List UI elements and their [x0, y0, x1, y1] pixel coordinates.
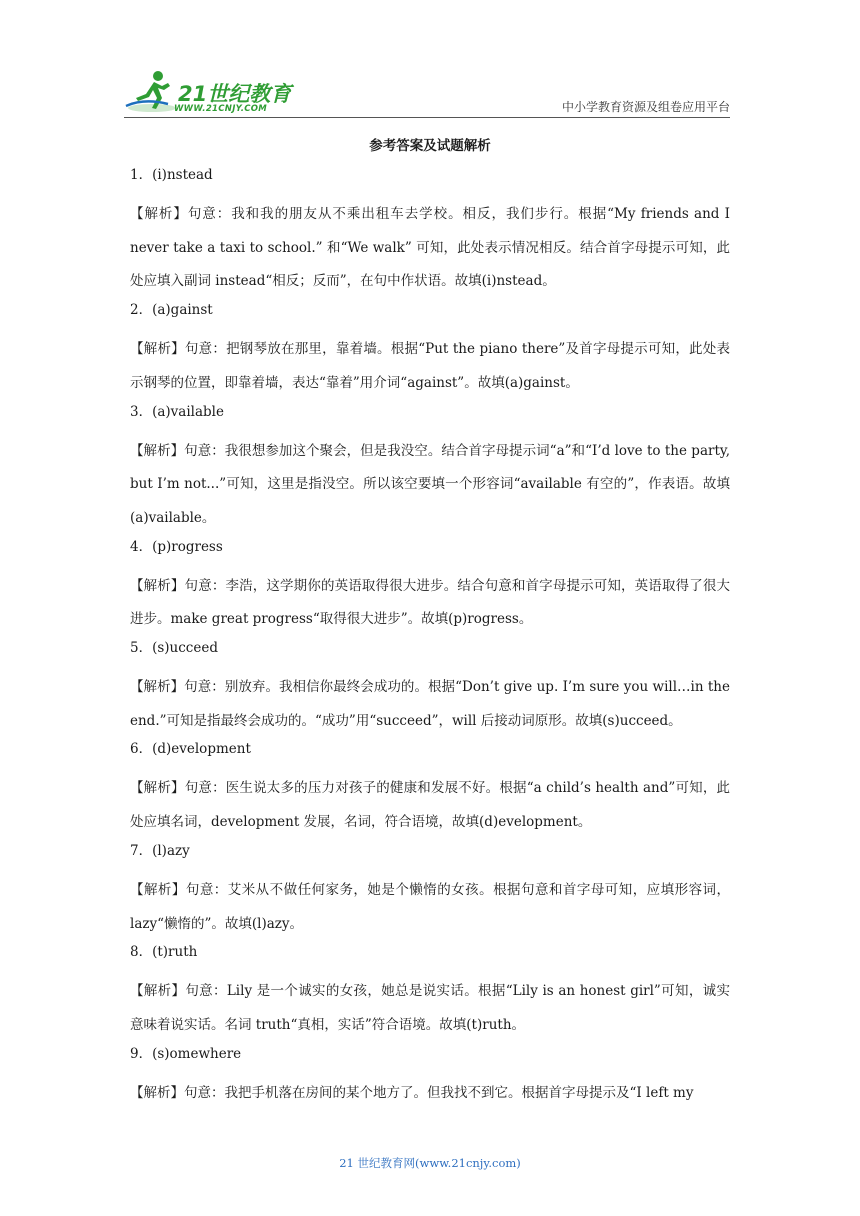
answer-item	[130, 941, 730, 1042]
answer-line: 3．(a)vailable	[130, 403, 224, 420]
answer-line: 6．(d)evelopment	[130, 741, 251, 758]
page-footer[interactable]: 21 世纪教育网(www.21cnjy.com)	[339, 1156, 521, 1170]
answer-item	[130, 536, 730, 637]
analysis-text: 【解析】句意：把钢琴放在那里，靠着墙。根据“Put the piano there”及首字母提示可知，此处表示钢琴的位置，即靠着墙，表达“靠着”用介词“against”。故填(a)gainst。	[130, 341, 730, 391]
answer-item	[130, 299, 730, 400]
page-title: 参考答案及试题解析	[369, 138, 491, 154]
answer-line: 8．(t)ruth	[130, 944, 198, 961]
answer-item	[130, 401, 730, 536]
analysis-text: 【解析】句意：医生说太多的压力对孩子的健康和发展不好。根据“a child’s health and”可知，此处应填名词，development 发展，名词，符合语境，故填(d)evelopment。	[130, 780, 730, 831]
answer-line: 7．(l)azy	[130, 842, 190, 859]
site-logo[interactable]	[124, 68, 304, 116]
analysis-text: 【解析】句意：我很想参加这个聚会，但是我没空。结合首字母提示词“a”和“I’d love to the party, but I’m not...”可知，这里是指没空。所以该空要填一个形容词“available 有空的”，作表语。故填(a)vailable。	[130, 442, 730, 526]
answer-item	[130, 1043, 730, 1111]
analysis-text: 【解析】句意：别放弃。我相信你最终会成功的。根据“Don’t give up. I’m sure you will…in the end.”可知是指最终会成功的。“成功”用“succeed”，will 后接动词原形。故填(s)ucceed。	[130, 679, 730, 729]
answer-line: 1．(i)nstead	[130, 167, 213, 183]
header-divider	[124, 117, 730, 118]
answer-line: 2．(a)gainst	[130, 302, 213, 319]
answer-item	[130, 840, 730, 941]
page-header	[0, 0, 860, 125]
answer-line: 9．(s)omewhere	[130, 1045, 242, 1062]
answer-item	[130, 738, 730, 839]
logo-text: 21世纪教育	[178, 82, 292, 106]
analysis-text: 【解析】句意：我把手机落在房间的某个地方了。但我找不到它。根据首字母提示及“I left my	[130, 1084, 694, 1101]
logo-url: WWW.21CNJY.COM	[174, 104, 268, 114]
answer-line: 5．(s)ucceed	[130, 640, 218, 657]
platform-name: 中小学教育资源及组卷应用平台	[561, 100, 730, 114]
analysis-text: 【解析】句意：我和我的朋友从不乘出租车去学校。相反，我们步行。根据“My friends and I never take a taxi to school.” 和“We walk” 可知，此处表示情况相反。结合首字母提示可知，此处应填入副词 instead“相反；反而”，在句中作状语。故填(i)nstead。	[130, 206, 730, 290]
analysis-text: 【解析】句意：Lily 是一个诚实的女孩，她总是说实话。根据“Lily is an honest girl”可知，诚实意味着说实话。名词 truth“真相，实话”符合语境。故填(t)ruth。	[130, 983, 730, 1033]
answer-item	[130, 164, 730, 299]
answer-line: 4．(p)rogress	[130, 538, 223, 555]
analysis-text: 【解析】句意：李浩，这学期你的英语取得很大进步。结合句意和首字母提示可知，英语取得了很大进步。make great progress“取得很大进步”。故填(p)rogress。	[130, 577, 730, 628]
document-body	[130, 132, 730, 1110]
answer-item	[130, 637, 730, 738]
analysis-text: 【解析】句意：艾米从不做任何家务，她是个懒惰的女孩。根据句意和首字母可知，应填形容词，lazy“懒惰的”。故填(l)azy。	[130, 881, 730, 932]
running-figure-icon	[124, 68, 176, 114]
